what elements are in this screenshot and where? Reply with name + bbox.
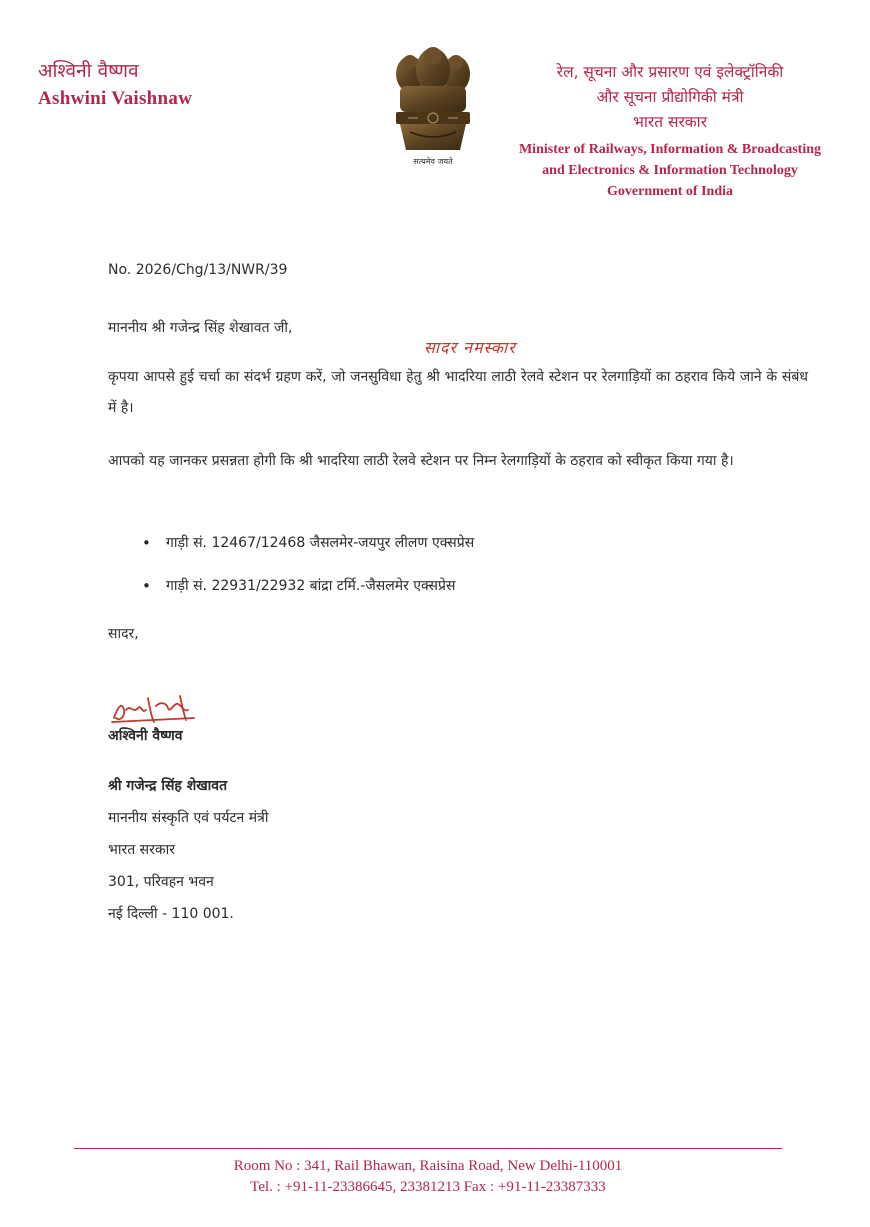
footer-contact: Tel. : +91-11-23386645, 23381213 Fax : +91-11-23387333 [250,1179,606,1195]
paragraph-2: आपको यह जानकर प्रसन्नता होगी कि श्री भादरिया लाठी रेलवे स्टेशन पर निम्न रेलगाड़ियों के ठहराव को स्वीकृत किया गया है। [108,453,734,469]
list-item: • गाड़ी सं. 22931/22932 बांद्रा टर्मि.-जैसलमेर एक्सप्रेस [142,573,474,616]
recipient-name: श्री गजेन्द्र सिंह शेखावत [108,778,228,794]
office-block [500,60,840,202]
lion-capital-icon [388,42,478,162]
emblem-motto: सत्यमेव जयते [413,157,453,166]
footer-divider [74,1148,782,1149]
recipient-address-line-1: 301, परिवहन भवन [108,874,214,890]
closing: सादर, [108,626,139,642]
recipient-block [108,772,269,932]
office-english-line-3: Government of India [607,184,733,199]
reference-number: No. 2026/Chg/13/NWR/39 [108,262,288,278]
office-english-line-2: and Electronics & Information Technology [542,163,798,178]
train-list [142,530,474,616]
paragraph-1: कृपया आपसे हुई चर्चा का संदर्भ ग्रहण करें, जो जनसुविधा हेतु श्री भादरिया लाठी रेलवे स्टेशन पर रेलगाड़ियों का ठहराव किये जाने के संबंध में है। [108,369,808,416]
recipient-designation: माननीय संस्कृति एवं पर्यटन मंत्री [108,810,269,826]
office-hindi-line-3: भारत सरकार [632,113,708,131]
sender-name-english: Ashwini Vaishnaw [38,88,193,109]
sender-name-hindi: अश्विनी वैष्णव [38,60,139,82]
footer-address: Room No : 341, Rail Bhawan, Raisina Road, New Delhi-110001 [233,1158,623,1174]
recipient-address-line-2: नई दिल्ली - 110 001. [108,906,234,922]
signer-name: अश्विनी वैष्णव [108,728,183,744]
list-item: • गाड़ी सं. 12467/12468 जैसलमेर-जयपुर लीलण एक्सप्रेस [142,530,474,573]
signature-icon [108,688,208,730]
office-english-line-1: Minister of Railways, Information & Broadcasting [518,142,822,157]
handwritten-greeting: सादर नमस्कार [424,338,516,357]
salutation: माननीय श्री गजेन्द्र सिंह शेखावत जी, [108,320,293,336]
office-hindi-line-2: और सूचना प्रौद्योगिकी मंत्री [596,88,744,106]
national-emblem [388,42,478,177]
footer [74,1156,782,1198]
recipient-government: भारत सरकार [108,842,175,858]
office-english [500,139,840,202]
office-hindi-line-1: रेल, सूचना और प्रसारण एवं इलेक्ट्रॉनिकी [556,63,784,81]
sender-block [38,58,192,112]
